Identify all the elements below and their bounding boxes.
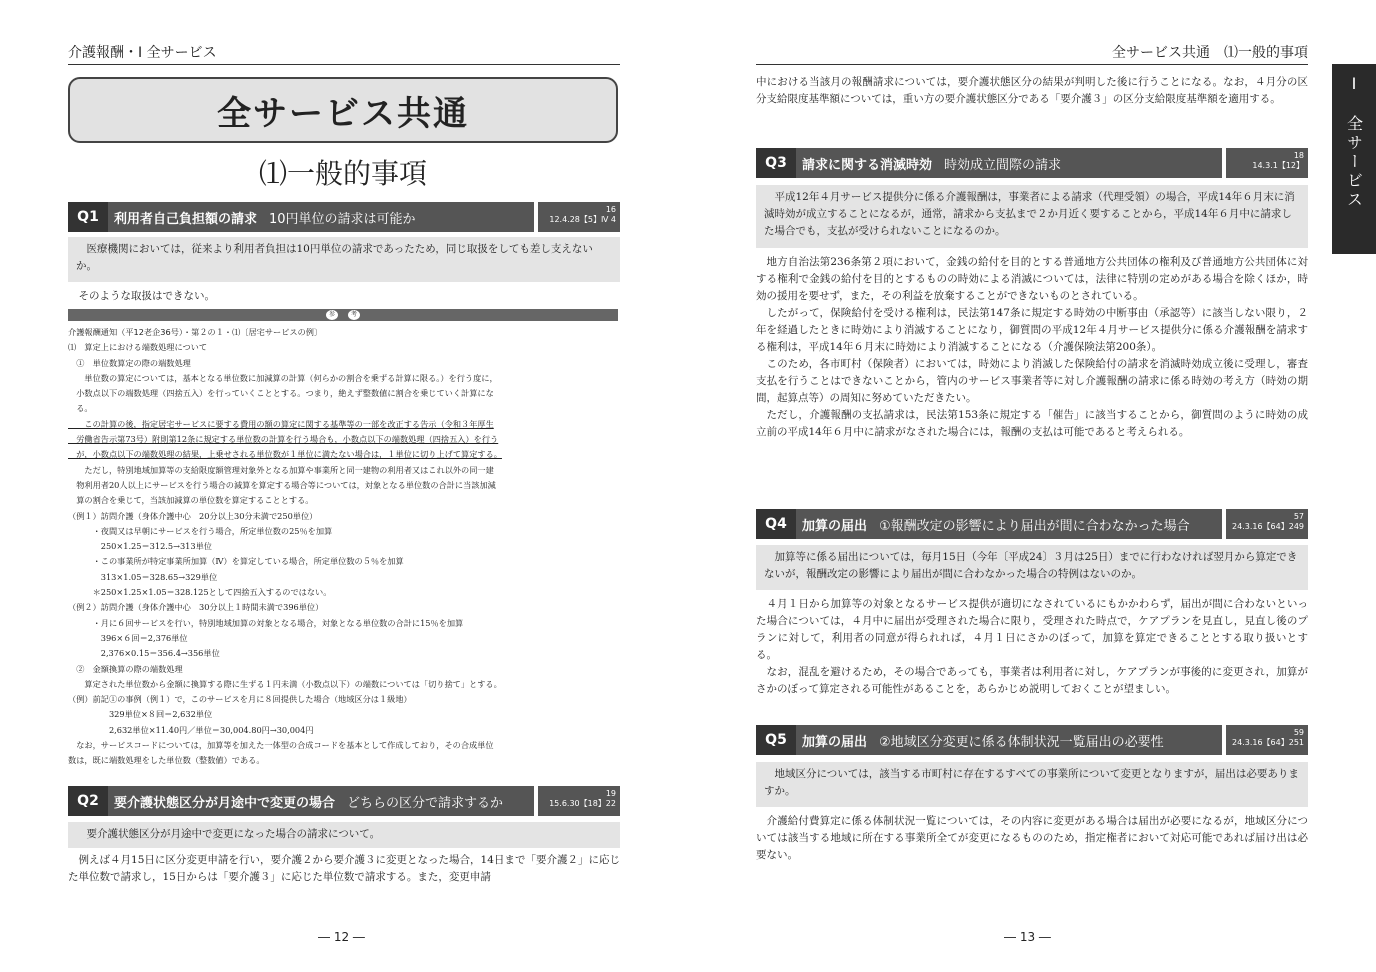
q2-ref-date: 15.6.30【18】22 xyxy=(549,799,616,808)
q2-number: Q2 xyxy=(68,786,108,816)
detail-line: ⑴ 算定上における端数処理について xyxy=(68,342,208,353)
q5-ref-number: 59 xyxy=(1293,728,1304,737)
q4-header xyxy=(756,509,1308,539)
section-subtitle: ⑴一般的事項 xyxy=(258,157,427,190)
q4-question: 加算等に係る届出については，毎月15日（今年〔平成24〕３月は25日）までに行わなければ翌月から算定できないが，報酬改定の影響により届出が間に合わなかった場合の特例はないのか。 xyxy=(756,545,1308,590)
q4-number: Q4 xyxy=(756,509,796,539)
q3-header xyxy=(756,148,1308,178)
detail-line: 2,376×0.15＝356.4→356単位 xyxy=(68,648,220,659)
q5-header xyxy=(756,725,1308,755)
q2-answer: 例えば４月15日に区分変更申請を行い，要介護２から要介護３に変更となった場合，14日まで「要介護２」に応じた単位数で請求し，15日からは「要介護３」に応じた単位数で請求する。また，変更申請 xyxy=(68,854,620,883)
q4-answer-paragraph: なお，混乱を避けるため，その場合であっても，事業者は利用者に対し，ケアプランが事後的に変更され，加算がさかのぼって算定される可能性があることを，あらかじめ説明しておくことが望ましい。 xyxy=(756,666,1308,695)
q4-title: 加算の届出 xyxy=(802,518,868,534)
chapter-tab: Ⅰ 全サービス xyxy=(1332,64,1376,254)
detail-line: 算定された単位数から金額に換算する際に生ずる１円未満（小数点以下）の端数については「切り捨て」とする。 xyxy=(68,678,502,689)
q3-reference xyxy=(1226,148,1308,178)
detail-line: 労働省告示第73号）附則第12条に規定する単位数の計算を行う場合も，小数点以下の端数処理（四捨五入）を行う xyxy=(68,434,499,445)
q1-number: Q1 xyxy=(68,202,108,232)
q5-reference xyxy=(1226,725,1308,755)
q2-title: 要介護状態区分が月途中で変更の場合 xyxy=(114,795,336,811)
q5-answer: 介護給付費算定に係る体制状況一覧については，その内容に変更がある場合は届出が必要になるが，地域区分については該当する地域に所在する事業所全てが変更になるもののため，指定権者において対応可能であれば届け出は必要ない。 xyxy=(756,815,1308,861)
page-number-left: ― 12 ― xyxy=(318,930,365,944)
q4-ref-number: 57 xyxy=(1293,512,1304,521)
detail-line: る。 xyxy=(68,403,93,414)
detail-line: ・夜間又は早朝にサービスを行う場合，所定単位数の25％を加算 xyxy=(68,525,333,536)
detail-line: 396×６回＝2,376単位 xyxy=(68,632,188,643)
q2-subtitle: どちらの区分で請求するか xyxy=(347,795,504,811)
q1-title: 利用者自己負担額の請求 xyxy=(114,211,258,227)
q1-ref-number: 16 xyxy=(605,205,616,214)
detail-line: ① 単位数算定の際の端数処理 xyxy=(68,357,191,368)
q4-answer xyxy=(756,596,1308,698)
detail-line: ・この事業所が特定事業所加算（Ⅳ）を算定している場合，所定単位数の５％を加算 xyxy=(68,556,404,567)
q1-subtitle: 10円単位の請求は可能か xyxy=(269,211,416,227)
q3-answer-paragraph: ただし，介護報酬の支払請求は，民法第153条に規定する「催告」に該当することから，御質問のように時効の成立前の平成14年６月中に請求がなされた場合には，報酬の支払は可能であると考えられる。 xyxy=(756,409,1308,438)
detail-line: が，小数点以下の端数処理の結果，上乗せされる単位数が１単位に満たない場合は，１単位に切り上げて算定する。 xyxy=(68,449,502,460)
q5-number: Q5 xyxy=(756,725,796,755)
q3-number: Q3 xyxy=(756,148,796,178)
detail-line: 数は，既に端数処理をした単位数（整数値）である。 xyxy=(68,755,265,766)
detail-line: 313×1.05＝328.65→329単位 xyxy=(68,571,218,582)
q3-title: 請求に関する消滅時効 xyxy=(802,157,933,173)
header-rule xyxy=(68,64,620,65)
q1-reference xyxy=(538,202,620,232)
q5-title: 加算の届出 xyxy=(802,734,868,750)
detail-line: 329単位×８回＝2,632単位 xyxy=(68,709,213,720)
q1-header xyxy=(68,202,620,232)
q5-ref-date: 24.3.16【64】251 xyxy=(1232,738,1304,747)
q1-question: 医療機関においては，従来より利用者負担は10円単位の請求であったため，同じ取扱をしても差し支えないか。 xyxy=(68,237,620,282)
q5-question: 地域区分については，該当する市町村に存在するすべての事業所について変更となりますが，届出は必要ありますか。 xyxy=(756,762,1308,807)
reference-bar xyxy=(68,309,618,321)
header-rule xyxy=(756,64,1308,65)
detail-line: （例１）訪問介護（身体介護中心 20分以上30分未満で250単位） xyxy=(68,510,318,521)
q4-reference xyxy=(1226,509,1308,539)
detail-line: 小数点以下の端数処理（四捨五入）を行っていくこととする。つまり，絶えず整数値に割合を乗じていく計算にな xyxy=(68,388,494,399)
detail-line: ただし，特別地域加算等の支給限度額管理対象外となる加算や事業所と同一建物の利用者又はこれ以外の同一建 xyxy=(68,464,494,475)
detail-line: 単位数の算定については，基本となる単位数に加減算の計算（何らかの割合を乗ずる計算に限る。）を行う度に， xyxy=(68,372,498,383)
running-header-left: 介護報酬・Ⅰ 全サービス xyxy=(68,45,217,61)
detail-line: なお，サービスコードについては，加算等を加えた一体型の合成コードを基本として作成しており，その合成単位 xyxy=(68,740,494,751)
ref-mark-1: 参 xyxy=(326,310,338,320)
q2-ref-number: 19 xyxy=(605,789,616,798)
q1-answer: そのような取扱はできない。 xyxy=(78,290,215,302)
page-number-right: ― 13 ― xyxy=(1004,930,1051,944)
detail-line: 算の割合を乗じて，当該加減算の単位数を算定することとする。 xyxy=(68,495,314,506)
q1-ref-date: 12.4.28【5】Ⅳ 4 xyxy=(549,215,616,224)
detail-line: ② 金額換算の際の端数処理 xyxy=(68,663,183,674)
q4-ref-date: 24.3.16【64】249 xyxy=(1232,522,1304,531)
detail-line: （例２）訪問介護（身体介護中心 30分以上１時間未満で396単位） xyxy=(68,602,324,613)
q5-subtitle: ②地域区分変更に係る体制状況一覧届出の必要性 xyxy=(879,734,1164,750)
right-page xyxy=(688,0,1376,972)
detail-line: ・月に６回サービスを行い，特別地域加算の対象となる場合，対象となる単位数の合計に15％を加算 xyxy=(68,617,464,628)
running-header-right: 全サービス共通 ⑴一般的事項 xyxy=(1112,45,1308,61)
q4-answer-paragraph: ４月１日から加算等の対象となるサービス提供が適切になされているにもかかわらず，届出が間に合わないといった場合については，４月中に届出が受理された場合に限り，受理された時点で，ケアプランを見直し，見直し後のプランに対して，利用者の同意が得られれば，４月１日にさかのぼって，加算を算定できることとする取り扱いとする。 xyxy=(756,598,1308,661)
q2-question: 要介護状態区分が月途中で変更になった場合の請求について。 xyxy=(68,822,620,848)
detail-line: 介護報酬通知（平12老企36号）・第２の１・⑴〔居宅サービスの例〕 xyxy=(68,327,323,337)
detail-line: 250×1.25＝312.5→313単位 xyxy=(68,541,212,552)
q3-ref-number: 18 xyxy=(1293,151,1304,160)
q3-question: 平成12年４月サービス提供分に係る介護報酬は，事業者による請求（代理受領）の場合，平成14年６月末に消滅時効が成立することになるが，通常，請求から支払まで２か月近く要することから，平成14年６月中に請求した場合でも，支払が受けられないことになるのか。 xyxy=(756,185,1308,248)
q3-subtitle: 時効成立間際の請求 xyxy=(944,157,1062,173)
q2-reference xyxy=(538,786,620,816)
detail-line: 2,632単位×11.40円／単位＝30,004.80円→30,004円 xyxy=(68,724,314,735)
q3-answer-paragraph: 地方自治法第236条第２項において，金銭の給付を目的とする普通地方公共団体の権利及び普通地方公共団体に対する権利で金銭の給付を目的とするものの時効による消滅については，法律に特別の定めがある場合を除くほか，時効の援用を要せず，また，その利益を放棄することができないものとされている。 xyxy=(756,256,1308,302)
reference-detail xyxy=(68,325,620,769)
q2-continuation: 中における当該月の報酬請求については，要介護状態区分の結果が判明した後に行うことになる。なお，４月分の区分支給限度基準額については，重い方の要介護状態区分である「要介護３」の区分支給限度基準額を適用する。 xyxy=(756,76,1308,105)
detail-line: ＊250×1.25×1.05＝328.125として四捨五入するのではない。 xyxy=(68,587,332,598)
ref-mark-2: 考 xyxy=(348,310,360,320)
detail-line: この計算の後，指定居宅サービスに要する費用の額の算定に関する基準等の一部を改正する告示（令和３年厚生 xyxy=(68,418,494,429)
detail-line: （例）前記①の事例（例１）で，このサービスを月に８回提供した場合（地域区分は１級地） xyxy=(68,694,412,705)
q2-header xyxy=(68,786,620,816)
q3-answer-paragraph: したがって，保険給付を受ける権利は，民法第147条に規定する時効の中断事由（承認等）に該当しない限り，２年を経過したときに時効により消滅することになり，御質問の平成12年４月サービス提供分に係る介護報酬を請求する権利は，平成14年６月末に時効により消滅することになる（介護保険法第200条）。 xyxy=(756,307,1308,353)
q4-subtitle: ①報酬改定の影響により届出が間に合わなかった場合 xyxy=(879,518,1190,534)
q3-answer xyxy=(756,254,1308,441)
q3-ref-date: 14.3.1【12】 xyxy=(1252,161,1304,170)
chapter-title: 全サービス共通 xyxy=(68,77,618,143)
q3-answer-paragraph: このため，各市町村（保険者）においては，時効により消滅した保険給付の請求を消滅時効成立後に受理し，審査支払を行うことはできないことから，管内のサービス事業者等に対し介護報酬の請求に係る時効の考え方（時効の期間，起算点等）の周知に努めていただきたい。 xyxy=(756,358,1308,404)
detail-line: 物利用者20人以上にサービスを行う場合の減算を算定する場合等については，対象となる単位数の合計に当該加減 xyxy=(68,479,496,490)
